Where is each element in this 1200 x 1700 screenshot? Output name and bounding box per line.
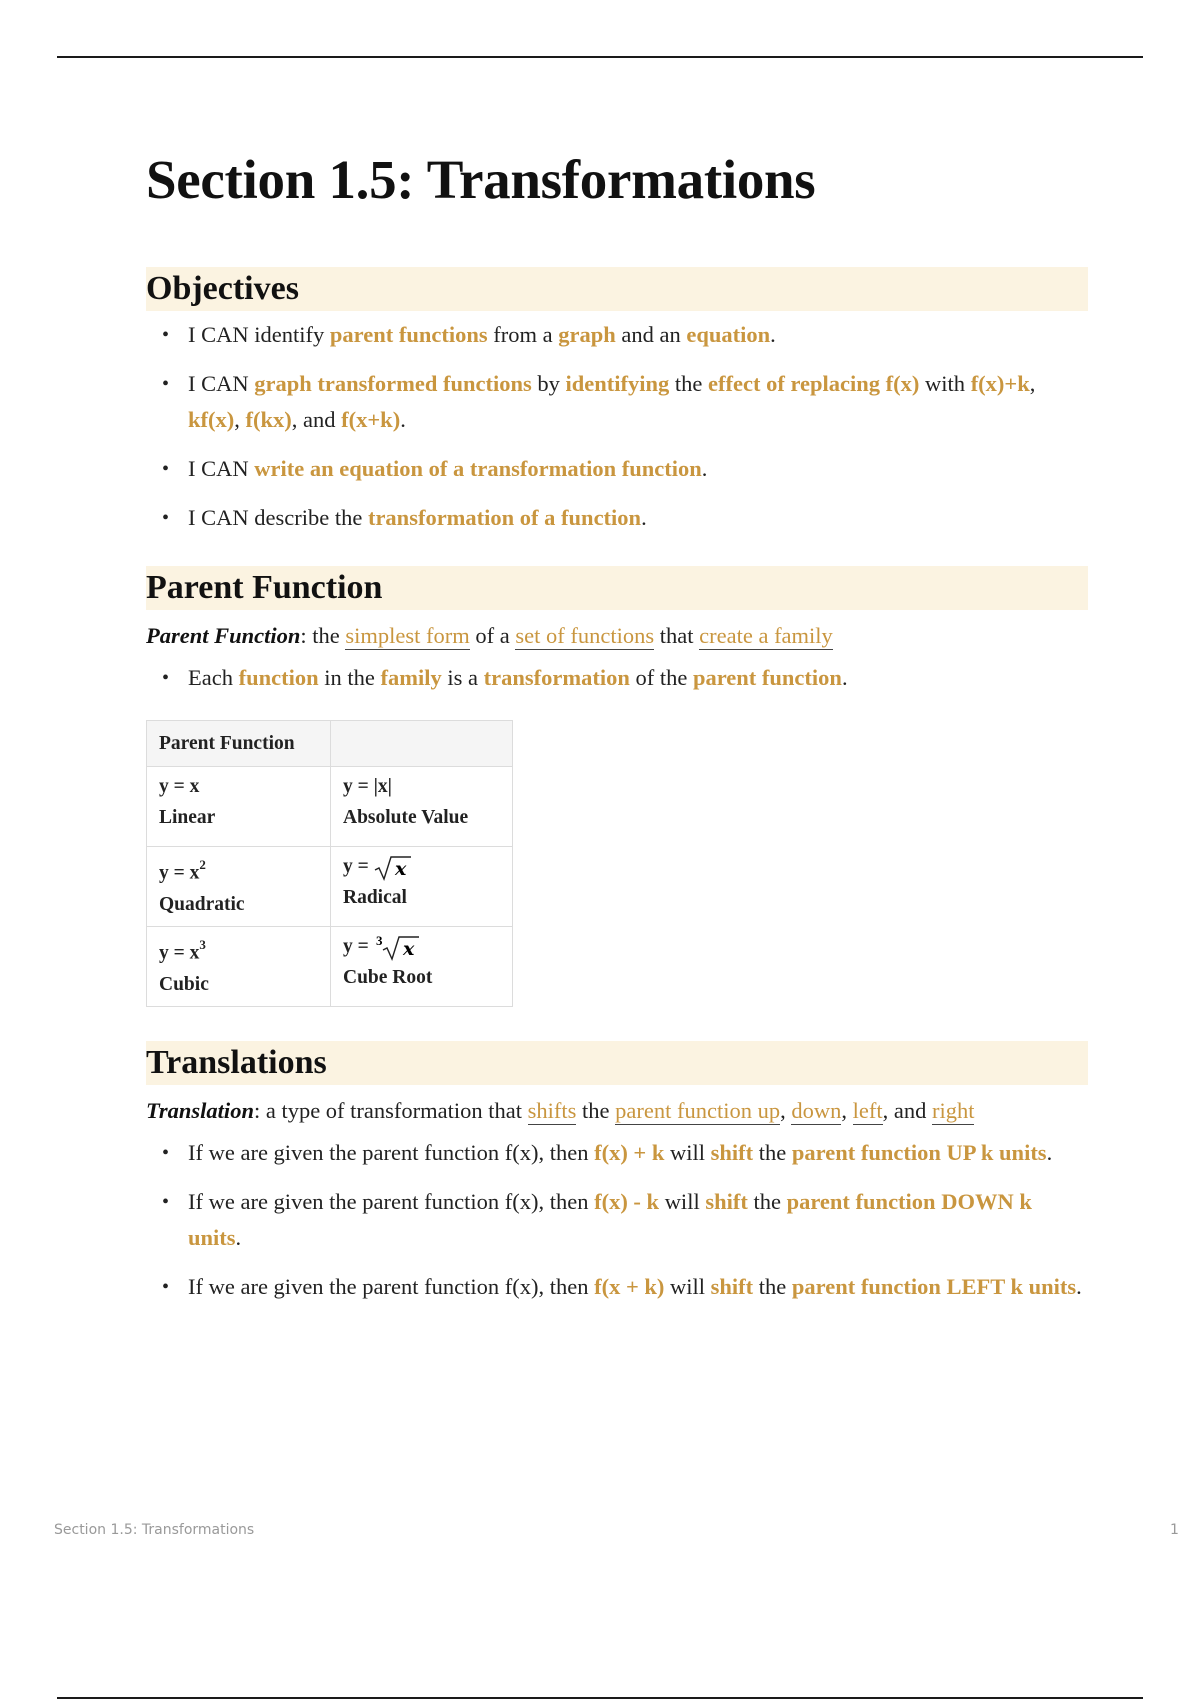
highlight-term: parent function (692, 665, 842, 690)
highlight-term: graph (558, 322, 616, 347)
table-row (147, 847, 513, 927)
highlight-term: parent function UP k units (791, 1140, 1047, 1165)
highlight-term: f(x + k) (594, 1274, 665, 1299)
list-item: • Each function in the family is a transformation of the parent function. (188, 660, 1088, 696)
highlight-term: f(x) - k (594, 1189, 660, 1214)
table-header-cell (331, 721, 513, 767)
table-cell (147, 927, 331, 1007)
highlight-term: shift (710, 1274, 754, 1299)
highlight-term: f(x+k) (341, 407, 401, 432)
function-name: Linear (159, 807, 216, 828)
function-name: Absolute Value (343, 807, 469, 828)
table-cell (147, 767, 331, 847)
defined-term: Translation (146, 1098, 254, 1123)
highlight-term: equation (686, 322, 771, 347)
list-item: • If we are given the parent function f(x), then f(x) - k will shift the parent function DOWN k units. (188, 1184, 1088, 1256)
highlight-term: parent functions (329, 322, 488, 347)
radical-index: 3 (375, 933, 383, 948)
translation-definition: Translation: a type of transformation that shifts the parent function up, down, left, and right (146, 1098, 975, 1123)
function-equation: y = |x| (343, 776, 392, 797)
parent-function-definition: Parent Function: the simplest form of a set of functions that create a family (146, 623, 833, 648)
parent-function-heading: Parent Function (146, 566, 1088, 610)
underlined-term: simplest form (345, 623, 470, 648)
underlined-term: left (852, 1098, 883, 1123)
table-cell (331, 847, 513, 927)
list-item: • I CAN graph transformed functions by identifying the effect of replacing f(x) with f(x)+k, kf(x), f(kx), and f(x+k). (188, 366, 1088, 438)
top-rule (57, 56, 1143, 58)
function-equation: $y = x^3$ (159, 937, 206, 964)
radical-sign (374, 934, 420, 962)
highlight-term: graph transformed functions (254, 371, 532, 396)
table-cell (331, 927, 513, 1007)
highlight-term: function (238, 665, 319, 690)
defined-term: Parent Function (146, 623, 301, 648)
function-name: Radical (343, 887, 407, 908)
highlight-term: shift (705, 1189, 748, 1214)
table-row (147, 767, 513, 847)
bottom-rule (57, 1697, 1143, 1699)
radicand: x (402, 937, 414, 960)
underlined-term: down (791, 1098, 842, 1123)
table-cell (331, 767, 513, 847)
translations-heading: Translations (146, 1041, 1088, 1085)
function-equation: y = 3 x (343, 931, 500, 962)
exponent: 3 (199, 937, 206, 952)
underlined-term: create a family (699, 623, 833, 648)
highlight-term: f(kx) (245, 407, 292, 432)
highlight-term: effect of replacing f(x) (708, 371, 920, 396)
objectives-list (146, 317, 1088, 536)
footer-title: Section 1.5: Transformations (54, 1522, 255, 1538)
list-item: • I CAN describe the transformation of a function. (188, 500, 1088, 536)
list-item: • If we are given the parent function f(x), then f(x + k) will shift the parent function LEFT k units. (188, 1269, 1088, 1305)
radical-sign (374, 854, 412, 882)
underlined-term: set of functions (515, 623, 655, 648)
list-item: • If we are given the parent function f(x), then f(x) + k will shift the parent function UP k units. (188, 1135, 1088, 1171)
table-cell (147, 847, 331, 927)
function-equation: y = x (159, 776, 200, 797)
underlined-term: right (931, 1098, 975, 1123)
underlined-term: shifts (527, 1098, 577, 1123)
highlight-term: parent function LEFT k units (791, 1274, 1077, 1299)
function-name: Cube Root (343, 967, 433, 988)
table-row (147, 927, 513, 1007)
underlined-term: parent function up (615, 1098, 781, 1123)
parent-function-table (146, 720, 513, 1007)
parent-function-list (146, 660, 1088, 696)
page-number: 1 (1170, 1522, 1179, 1538)
objectives-heading: Objectives (146, 267, 1088, 311)
highlight-term: write an equation of a transformation function (254, 456, 702, 481)
highlight-term: f(x)+k (970, 371, 1030, 396)
function-equation: y = x (343, 851, 500, 882)
page-title: Section 1.5: Transformations (146, 149, 816, 210)
highlight-term: f(x) + k (594, 1140, 665, 1165)
page-content (146, 135, 1088, 1305)
function-equation: $y = x^2$ (159, 857, 206, 884)
function-name: Cubic (159, 973, 209, 995)
highlight-term: identifying (565, 371, 670, 396)
list-item: • I CAN write an equation of a transformation function. (188, 451, 1088, 487)
highlight-term: transformation of a function (367, 505, 642, 530)
list-item: • I CAN identify parent functions from a graph and an equation. (188, 317, 1088, 353)
radicand: x (394, 857, 406, 880)
highlight-term: transformation (483, 665, 630, 690)
highlight-term: shift (710, 1140, 754, 1165)
table-header-row (147, 721, 513, 767)
exponent: 2 (199, 857, 206, 872)
translations-list (146, 1135, 1088, 1305)
table-header-cell: Parent Function (147, 721, 331, 767)
highlight-term: family (380, 665, 442, 690)
function-name: Quadratic (159, 893, 245, 915)
highlight-term: kf(x) (188, 407, 235, 432)
highlight-term: parent function DOWN k units (188, 1189, 1032, 1250)
